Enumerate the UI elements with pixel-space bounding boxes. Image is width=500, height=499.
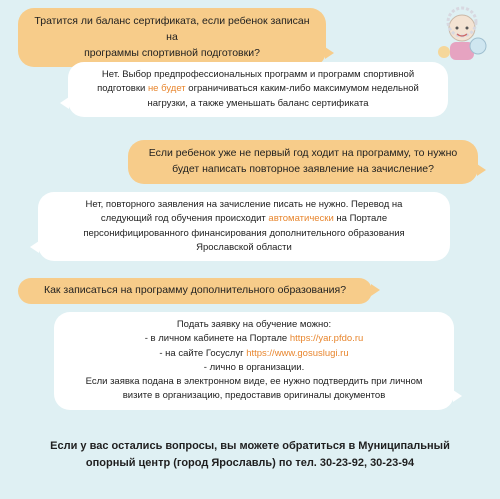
pfdo-portal-link[interactable]: https://yar.pfdo.ru: [289, 333, 364, 345]
question-1-line-2: программы спортивной подготовки?: [84, 46, 260, 59]
question-2-line-1: Если ребенок уже не первый год ходит на программу, то нужно: [148, 147, 458, 159]
answer-2-line-2-pre: следующий год обучения происходит: [100, 213, 269, 225]
answer-3-line-4: - лично в организации.: [203, 361, 305, 373]
answer-bubble-1: [68, 62, 448, 117]
answer-1-highlight: не будет: [147, 83, 186, 95]
question-bubble-1: [18, 8, 326, 67]
gosuslugi-link[interactable]: https://www.gosuslugi.ru: [246, 347, 349, 359]
answer-1-line-3: нагрузки, а также уменьшать баланс сертификата: [147, 97, 369, 109]
answer-3-line-5: Если заявка подана в электронном виде, ее нужно подтвердить при личном: [85, 376, 423, 387]
answer-3-line-6: визите в организацию, предоставив оригиналы документов: [122, 390, 386, 402]
footer-line-2: опорный центр (город Ярославль) по тел. 30-23-92, 30-23-94: [85, 457, 415, 470]
answer-1-line-2-pre: подготовки: [97, 83, 148, 95]
answer-1-line-1: Нет. Выбор предпрофессиональных программ и программ спортивной: [101, 69, 415, 80]
question-3-text: Как записаться на программу дополнительного образования?: [43, 284, 347, 296]
answer-3-line-3-pre: - на сайте Госуслуг: [159, 347, 247, 359]
question-2-line-2: будет написать повторное заявление на зачисление?: [172, 162, 434, 175]
question-bubble-3: [18, 278, 372, 304]
answer-3-line-2: [64, 332, 444, 346]
answer-bubble-3: [54, 312, 454, 410]
answer-3-line-2-pre: - в личном кабинете на Портале: [144, 333, 290, 345]
contact-footer: [0, 438, 500, 472]
answer-1-line-2-post: ограничиваться каким-либо максимумом недельной: [185, 83, 419, 95]
answer-3-line-3: [64, 347, 444, 361]
answer-3-line-1: Подать заявку на обучение можно:: [176, 319, 332, 330]
answer-2-line-4: Ярославской области: [196, 241, 292, 253]
footer-line-1: Если у вас остались вопросы, вы можете обратиться в Муниципальный: [50, 440, 450, 452]
answer-2-highlight: автоматически: [268, 213, 334, 225]
children-illustration-icon: [432, 6, 490, 62]
question-1-line-1: Тратится ли баланс сертификата, если ребенок записан на: [34, 15, 310, 43]
answer-2-line-2-post: на Портале: [333, 213, 388, 225]
answer-2-line-3: персонифицированного финансирования дополнительного образования: [83, 227, 405, 239]
question-bubble-2: [128, 140, 478, 184]
answer-1-line-2: [78, 82, 438, 96]
answer-2-line-1: Нет, повторного заявления на зачисление писать не нужно. Перевод на: [85, 199, 403, 210]
answer-2-line-2: [48, 212, 440, 226]
answer-bubble-2: [38, 192, 450, 261]
